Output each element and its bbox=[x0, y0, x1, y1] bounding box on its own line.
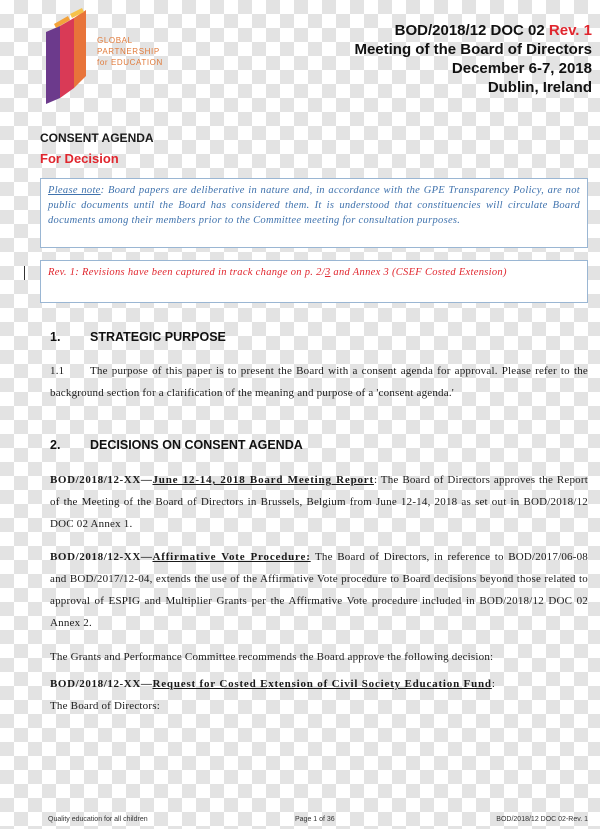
footer-page-number: Page 1 of 36 bbox=[295, 816, 335, 823]
decision-1-code: BOD/2018/12-XX— bbox=[50, 474, 153, 486]
decision-3-title: Request for Costed Extension of Civil Society Education Fund bbox=[152, 678, 492, 690]
note-label: Please note bbox=[48, 185, 101, 196]
please-note-box bbox=[40, 178, 588, 248]
text-cursor bbox=[24, 266, 25, 280]
header-doc-line bbox=[354, 21, 592, 40]
logo-line-3: for EDUCATION bbox=[97, 58, 163, 67]
section-1-number: 1. bbox=[50, 330, 61, 344]
revision-text-before: Rev. 1: Revisions have been captured in track change on p. 2/ bbox=[48, 267, 325, 278]
gpe-logo bbox=[40, 6, 180, 110]
for-decision-label: For Decision bbox=[40, 151, 119, 166]
meeting-title: Meeting of the Board of Directors bbox=[354, 41, 592, 58]
doc-id: BOD/2018/12 DOC 02 bbox=[394, 22, 545, 39]
section-1-paragraph bbox=[50, 360, 588, 404]
decision-3-continuation: The Board of Directors: bbox=[50, 700, 160, 712]
section-2-heading bbox=[50, 438, 303, 452]
decision-3-code: BOD/2018/12-XX— bbox=[50, 678, 153, 690]
footer-tagline: Quality education for all children bbox=[48, 816, 148, 823]
decision-1-text: : The Board of Directors approves the Report of the Meeting of the Board of Directors in Brussels, Belgium from June 12-14, 2018 as set out in BOD/2018/12 DOC 02 Annex 1. bbox=[50, 474, 588, 530]
decision-2-code: BOD/2018/12-XX— bbox=[50, 551, 153, 563]
section-1-title: STRATEGIC PURPOSE bbox=[90, 330, 226, 344]
document-header bbox=[354, 21, 592, 97]
revision-text-after: and Annex 3 (CSEF Costed Extension) bbox=[330, 267, 507, 278]
book-stack-logo-icon bbox=[40, 6, 92, 106]
logo-wordmark bbox=[97, 35, 163, 68]
revision-tag: Rev. 1 bbox=[548, 22, 592, 39]
revision-note-box bbox=[40, 260, 588, 303]
decision-2-title: Affirmative Vote Procedure: bbox=[152, 551, 311, 563]
meeting-date: December 6-7, 2018 bbox=[451, 60, 592, 77]
paragraph-text: The purpose of this paper is to present the Board with a consent agenda for approval. Please refer to the background section for a clarification of the meaning and purpose of a 'consent agenda.' bbox=[50, 365, 588, 399]
consent-agenda-heading: CONSENT AGENDA bbox=[40, 131, 154, 145]
decision-1-title: June 12-14, 2018 Board Meeting Report bbox=[152, 474, 374, 486]
decision-3 bbox=[50, 673, 588, 717]
decision-2-text: The Board of Directors, in reference to BOD/2017/06-08 and BOD/2017/12-04, extends the use of the Affirmative Vote procedure to Board decisions beyond those related to approval of ESPIG and Multiplier Grants per the Affirmative Vote procedure included in BOD/2018/12 DOC 02 Annex 2. bbox=[50, 551, 588, 629]
note-text: : Board papers are deliberative in nature and, in accordance with the GPE Transparency Policy, are not public documents until the Board has considered them. It is understood that constituencies will circulate Board documents among their members prior to the Committee meeting for consultation purposes. bbox=[48, 185, 580, 226]
decision-3-text: : bbox=[491, 678, 496, 690]
committee-recommendation: The Grants and Performance Committee recommends the Board approve the following decision: bbox=[50, 651, 494, 663]
footer-doc-id: BOD/2018/12 DOC 02-Rev. 1 bbox=[496, 816, 588, 823]
section-2-number: 2. bbox=[50, 438, 61, 452]
revision-underlined-page: 3 bbox=[324, 267, 331, 278]
decision-1 bbox=[50, 469, 588, 535]
decision-2 bbox=[50, 546, 588, 634]
section-1-heading bbox=[50, 330, 226, 344]
paragraph-number: 1.1 bbox=[50, 365, 65, 377]
logo-line-2: PARTNERSHIP bbox=[97, 47, 160, 56]
meeting-location: Dublin, Ireland bbox=[487, 79, 592, 96]
section-2-title: DECISIONS ON CONSENT AGENDA bbox=[90, 438, 303, 452]
logo-line-1: GLOBAL bbox=[97, 36, 133, 45]
